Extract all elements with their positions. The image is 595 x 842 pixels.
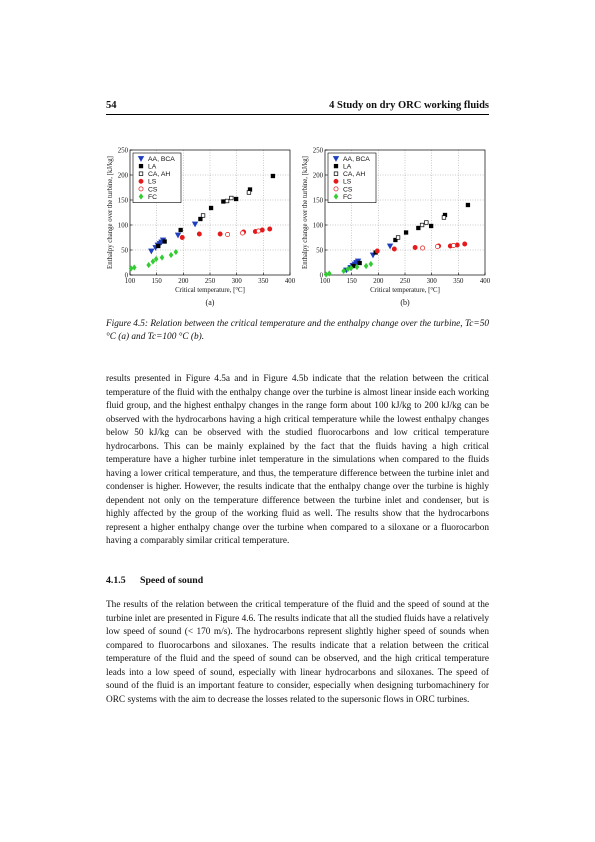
data-point (451, 243, 455, 247)
data-point (209, 206, 213, 210)
section-title: Speed of sound (140, 575, 204, 586)
data-point (358, 261, 362, 265)
subfigure-label: (b) (400, 298, 410, 307)
page-number: 54 (106, 100, 117, 111)
data-point (404, 231, 408, 235)
x-tick-label: 350 (258, 278, 269, 285)
data-point (271, 174, 275, 178)
y-tick-label: 100 (117, 222, 128, 230)
data-point (154, 257, 158, 262)
section-number: 4.1.5 (106, 575, 126, 586)
data-point (466, 203, 470, 207)
y-tick-label: 50 (121, 247, 128, 255)
legend-label: CS (343, 186, 353, 194)
data-point (192, 222, 197, 227)
y-axis-label: Enthalpy change over the turbine, [kJ/kg] (302, 156, 309, 269)
legend-marker (334, 172, 338, 176)
y-tick-label: 0 (124, 272, 128, 280)
data-point (225, 199, 229, 203)
x-tick-label: 300 (231, 278, 242, 285)
figure-caption: Figure 4.5: Relation between the critical temperature and the enthalpy change over the turbine, Tc=50 °C (a) and Tc=100 °C (b). (106, 319, 489, 342)
data-point (442, 216, 446, 220)
x-tick-label: 250 (204, 278, 216, 285)
x-tick-label: 350 (453, 278, 464, 285)
legend-marker (334, 164, 338, 168)
legend-label: AA, BCA (343, 155, 370, 163)
y-tick-label: 150 (312, 197, 323, 205)
data-point (230, 196, 234, 200)
x-tick-label: 200 (178, 278, 189, 285)
subfigure-label: (a) (205, 298, 215, 307)
data-point (169, 253, 173, 258)
legend-label: FC (343, 193, 353, 201)
legend-marker (139, 164, 143, 168)
chart-panel (302, 147, 491, 307)
legend-marker (334, 179, 338, 183)
data-point (149, 249, 154, 254)
data-point (413, 245, 417, 249)
x-tick-label: 150 (346, 278, 357, 285)
legend-marker (139, 179, 143, 183)
x-tick-label: 300 (426, 278, 437, 285)
y-tick-label: 200 (312, 172, 323, 180)
header-rule (106, 114, 489, 115)
data-point (163, 240, 167, 244)
y-tick-label: 150 (117, 197, 128, 205)
x-tick-label: 250 (399, 278, 411, 285)
data-point (429, 224, 433, 228)
legend-label: LS (148, 178, 157, 186)
data-point (387, 244, 392, 249)
data-point (364, 264, 368, 269)
data-point (151, 259, 155, 264)
scatter-figure (100, 140, 495, 315)
data-point (369, 262, 373, 267)
legend-label: CS (148, 186, 158, 194)
legend-label: LA (148, 163, 157, 171)
data-point (256, 229, 260, 233)
x-tick-label: 100 (319, 278, 331, 285)
legend-label: FC (148, 193, 158, 201)
y-tick-label: 100 (312, 222, 323, 230)
data-point (201, 214, 205, 218)
y-tick-label: 250 (312, 147, 323, 155)
legend-label: AA, BCA (148, 155, 175, 163)
data-point (420, 223, 424, 227)
y-tick-label: 250 (117, 147, 128, 155)
data-point (425, 221, 429, 225)
legend-label: LA (343, 163, 352, 171)
x-axis-label: Critical temperature, [°C] (175, 287, 245, 294)
legend-label: CA, AH (148, 171, 171, 179)
body-paragraph: The results of the relation between the critical temperature of the fluid and the speed of sound at the turbine inlet are presented in Figure 4.6. The results indicate that all the studied fluids have a relatively low speed of sound (< 170 m/s). The hydrocarbons represent slightly higher speed of sounds when compared to fluorocarbons and siloxanes. The results indicate that a relation between the critical temperature of the fluid and the speed of sound can be observed, and the high critical temperature leads into a low speed of sound, especially with linear hydrocarbons and siloxanes. The speed of sound of the fluid is an important feature to consider, especially when designing turbomachinery for ORC systems with the aim to decrease the losses related to the supersonic flows in ORC turbines. (106, 600, 489, 705)
chapter-title: 4 Study on dry ORC working fluids (329, 100, 489, 111)
data-point (180, 235, 184, 239)
legend-label: LS (343, 178, 352, 186)
legend-marker (139, 187, 143, 191)
x-tick-label: 100 (124, 278, 136, 285)
data-point (247, 191, 251, 195)
data-point (179, 228, 183, 232)
data-point (160, 255, 164, 260)
data-point (175, 233, 180, 238)
data-point (435, 244, 439, 248)
data-point (147, 263, 151, 268)
legend-label: CA, AH (343, 171, 366, 179)
y-tick-label: 200 (117, 172, 128, 180)
data-point (197, 232, 201, 236)
x-tick-label: 400 (284, 278, 296, 285)
data-point (392, 247, 396, 251)
figure-4-5 (100, 140, 495, 315)
x-axis-label: Critical temperature, [°C] (370, 287, 440, 294)
data-point (132, 265, 136, 270)
data-point (199, 217, 203, 221)
x-tick-label: 150 (151, 278, 162, 285)
data-point (226, 232, 230, 236)
data-point (218, 232, 222, 236)
y-tick-label: 0 (319, 272, 323, 280)
data-point (234, 197, 238, 201)
x-tick-label: 200 (373, 278, 384, 285)
data-point (174, 250, 178, 255)
body-paragraph: results presented in Figure 4.5a and in Figure 4.5b indicate that the relation between the critical temperature of the fluid with the enthalpy change over the turbine is almost linear inside each working fluid group, and the highest enthalpy changes in the range form about 100 kJ/kg to 200 kJ/kg can be observed with the hydrocarbons having a high critical temperature while the lowest enthalpy changes below 50 kJ/kg can be observed with the studied fluorocarbons and low critical temperature hydrocarbons. This can be mainly explained by the fact that the fluids having a high critical temperature have a higher turbine inlet temperature in the simulations when compared to the fluids having a lower critical temperature, and thus, the temperature difference between the turbine inlet and condenser is higher. However, the results indicate that the enthalpy change over the turbine is highly dependent not only on the temperature difference between the turbine inlet and condenser, but is highly affected by the group of the working fluid as well. The results show that the hydrocarbons represent a higher enthalpy change over the turbine when compared to a siloxane or a fluorocarbon having a comparably similar critical temperature. (106, 374, 489, 546)
data-point (240, 231, 244, 235)
data-point (156, 244, 160, 248)
data-point (396, 236, 400, 240)
legend-marker (139, 172, 143, 176)
y-tick-label: 50 (316, 247, 323, 255)
data-point (463, 242, 467, 246)
x-tick-label: 400 (479, 278, 491, 285)
data-point (417, 226, 421, 230)
section-heading (106, 575, 203, 586)
legend-marker (334, 187, 338, 191)
data-point (222, 200, 226, 204)
data-point (268, 227, 272, 231)
data-point (375, 249, 379, 253)
data-point (421, 246, 425, 250)
chart-panel (107, 147, 296, 307)
running-header (106, 100, 489, 114)
y-axis-label: Enthalpy change over the turbine, [kJ/kg] (107, 156, 114, 269)
